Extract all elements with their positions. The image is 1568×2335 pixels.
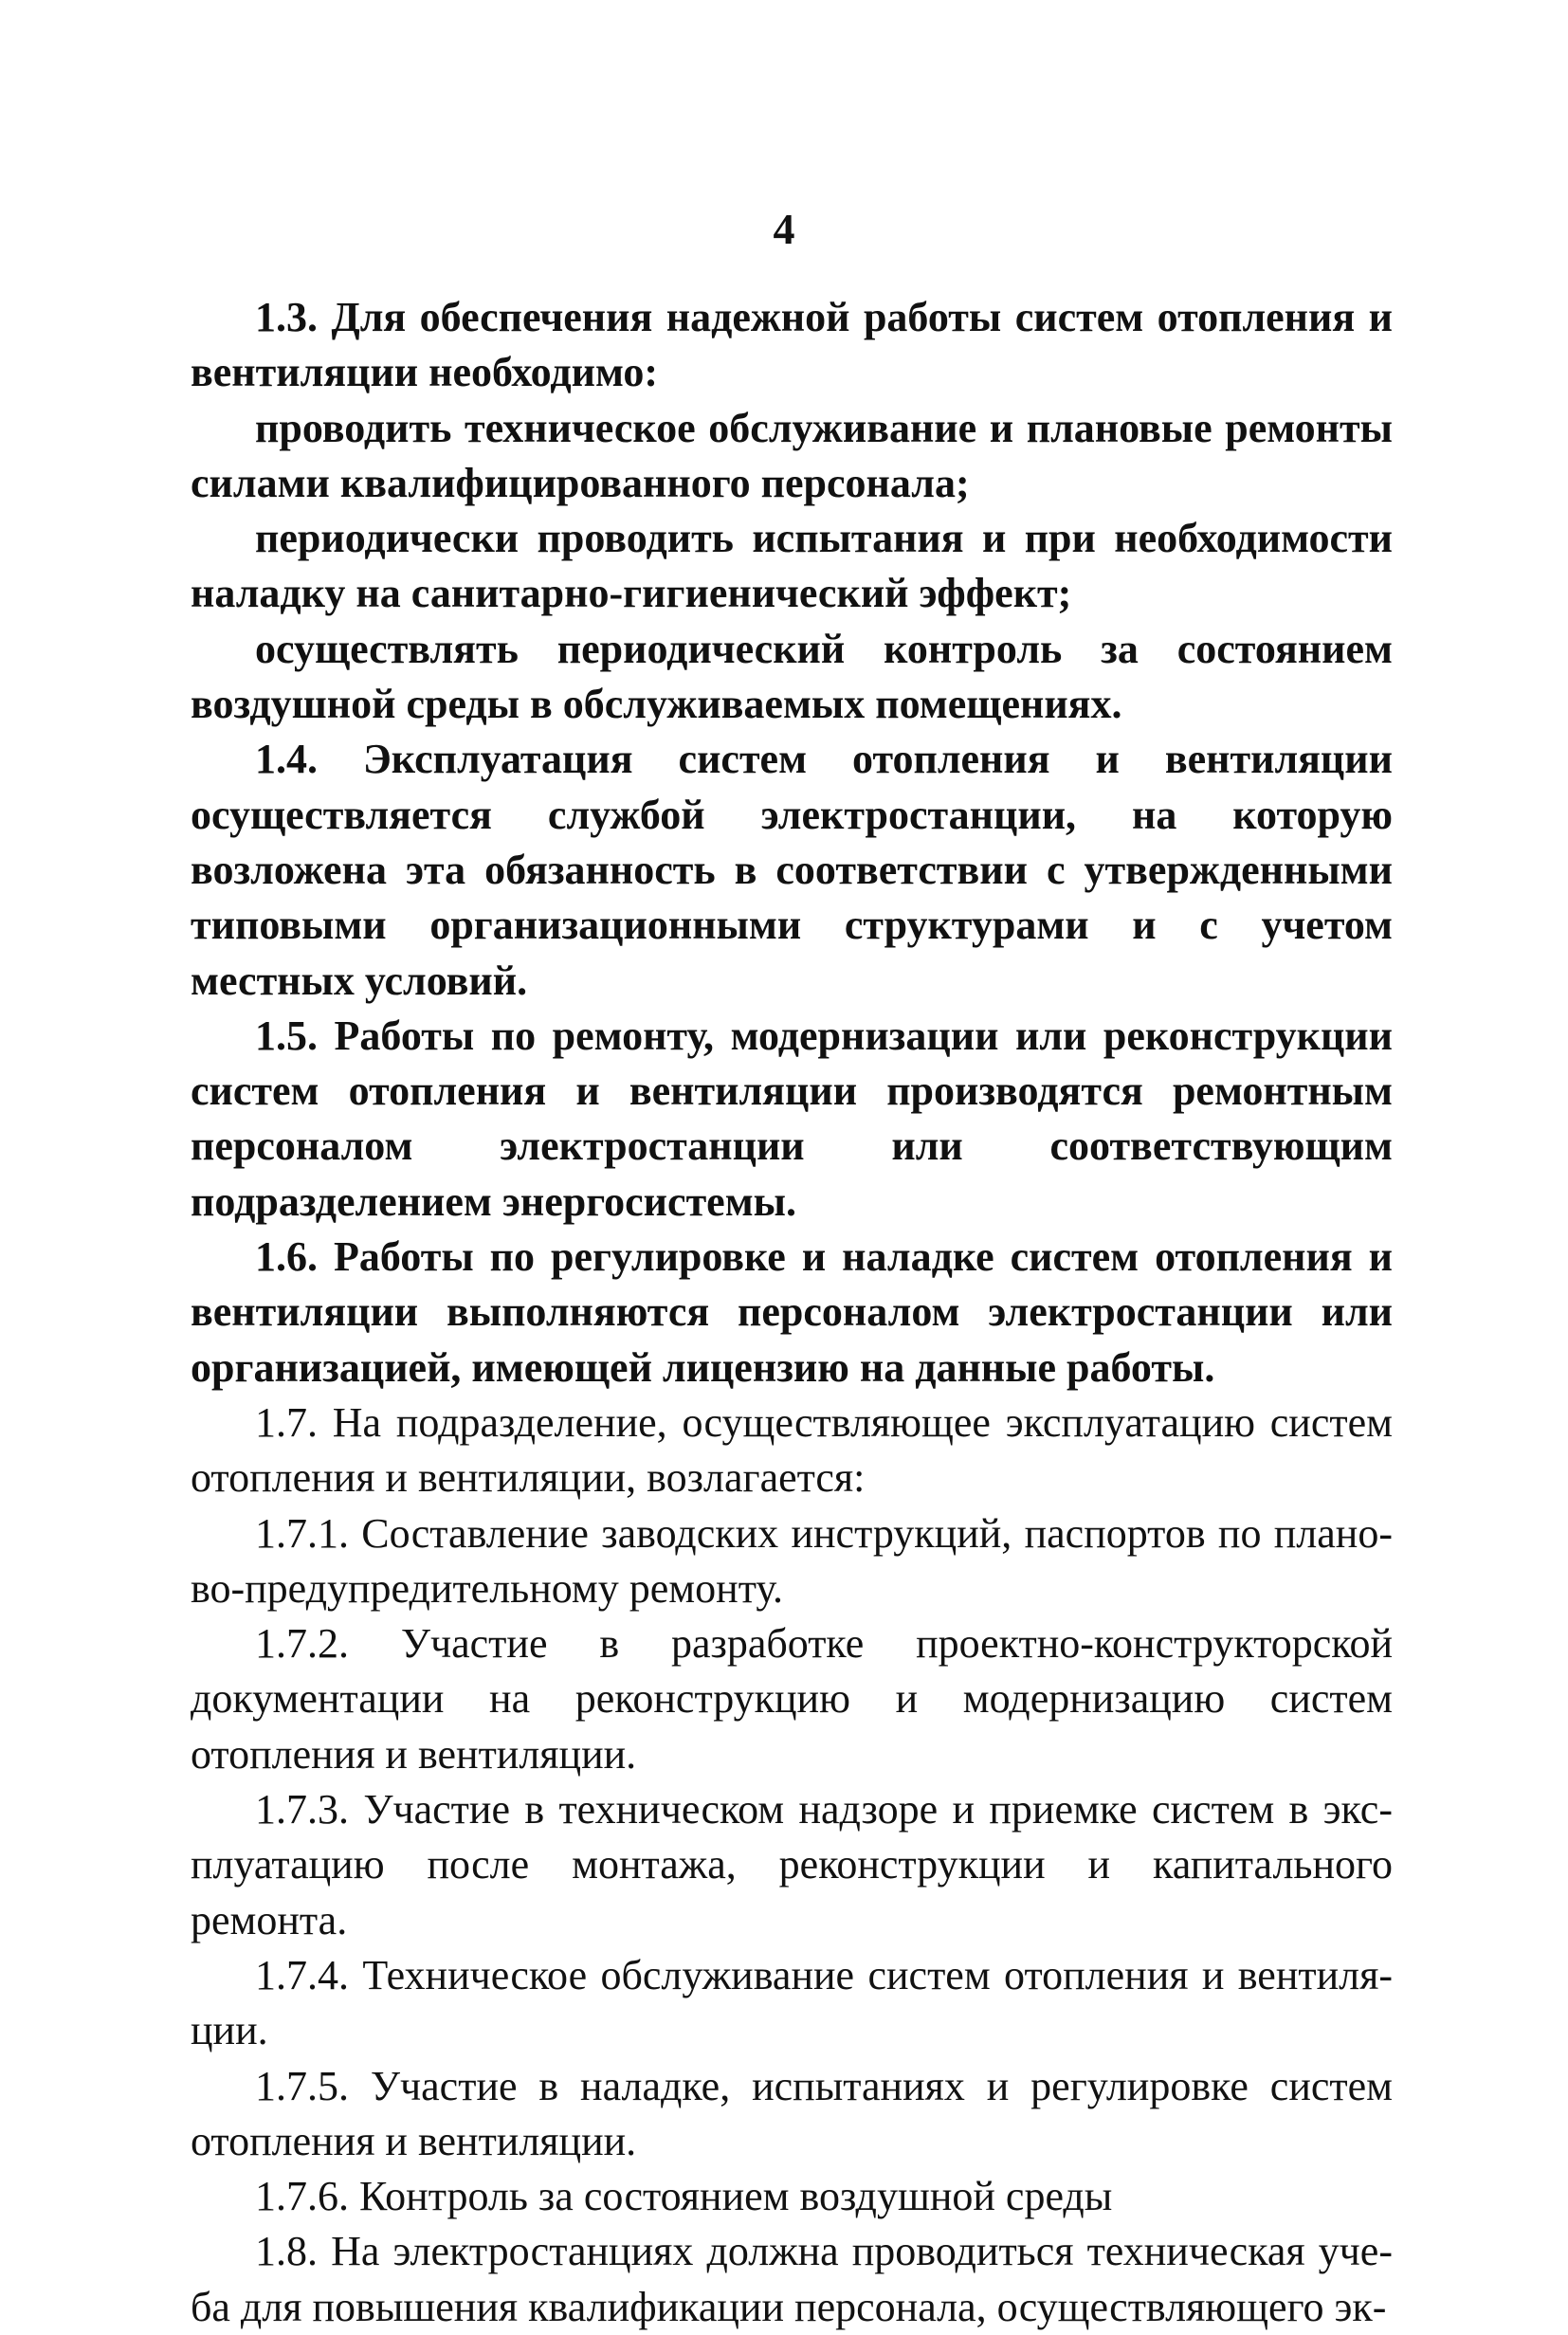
paragraph-1-7-6: 1.7.6. Контроль за состоянием воздушной среды (255, 2173, 1113, 2220)
paragraph-1-6: 1.6. Работы по регулировке и наладке систем отопления и вентиляции выполняются персоналом электростанции или организацией, имеющей лицензию на данные работы. (191, 1233, 1393, 1391)
body-text (191, 290, 1393, 2335)
list-item-maintenance: проводить техническое обслуживание и плановые ремонты силами квалифицированного персонала; (191, 404, 1393, 506)
paragraph-1-7: 1.7. На подразделение, осуществляющее эксплуатацию систем отопления и вентиляции, возлагается: (191, 1398, 1393, 1502)
paragraph-1-8: 1.8. На электростанциях должна проводиться техническая учеба для повышения квалификации персонала, осуществляющего эк- (191, 2228, 1393, 2330)
paragraph-1-3: 1.3. Для обеспечения надежной работы систем отопления и вентиляции необходимо: (191, 294, 1393, 396)
list-item-testing: периодически проводить испытания и при необходимости наладку на санитарно-гигиенический эффект; (191, 515, 1393, 617)
paragraph-1-7-1: 1.7.1. Составление заводских инструкций, паспортов по планово-предупредительному ремонту. (191, 1509, 1393, 1612)
paragraph-1-4: 1.4. Эксплуатация систем отопления и вентиляции осуществляется службой электростанции, на которую возложена эта обязанность в соответствии с утвержденными типовыми организационными структурами и с учетом местных условий. (191, 736, 1393, 1004)
page-number: 4 (773, 205, 795, 253)
paragraph-1-5: 1.5. Работы по ремонту, модернизации или реконструкции систем отопления и вентиляции производятся ремонтным персоналом электростанции или соответствующим подразделением энергосистемы. (191, 1012, 1393, 1225)
paragraph-1-7-5: 1.7.5. Участие в наладке, испытаниях и регулировке систем отопления и вентиляции. (191, 2062, 1393, 2164)
paragraph-1-7-2: 1.7.2. Участие в разработке проектно-конструкторской документации на реконструкцию и модернизацию систем отопления и вентиляции. (191, 1620, 1393, 1778)
paragraph-1-7-3: 1.7.3. Участие в техническом надзоре и приемке систем в эксплуатацию после монтажа, реконструкции и капитального ремонта. (191, 1786, 1393, 1943)
paragraph-1-7-4: 1.7.4. Техническое обслуживание систем отопления и вентиляции. (191, 1951, 1393, 2054)
list-item-air-control: осуществлять периодический контроль за состоянием воздушной среды в обслуживаемых помещениях. (191, 625, 1393, 728)
